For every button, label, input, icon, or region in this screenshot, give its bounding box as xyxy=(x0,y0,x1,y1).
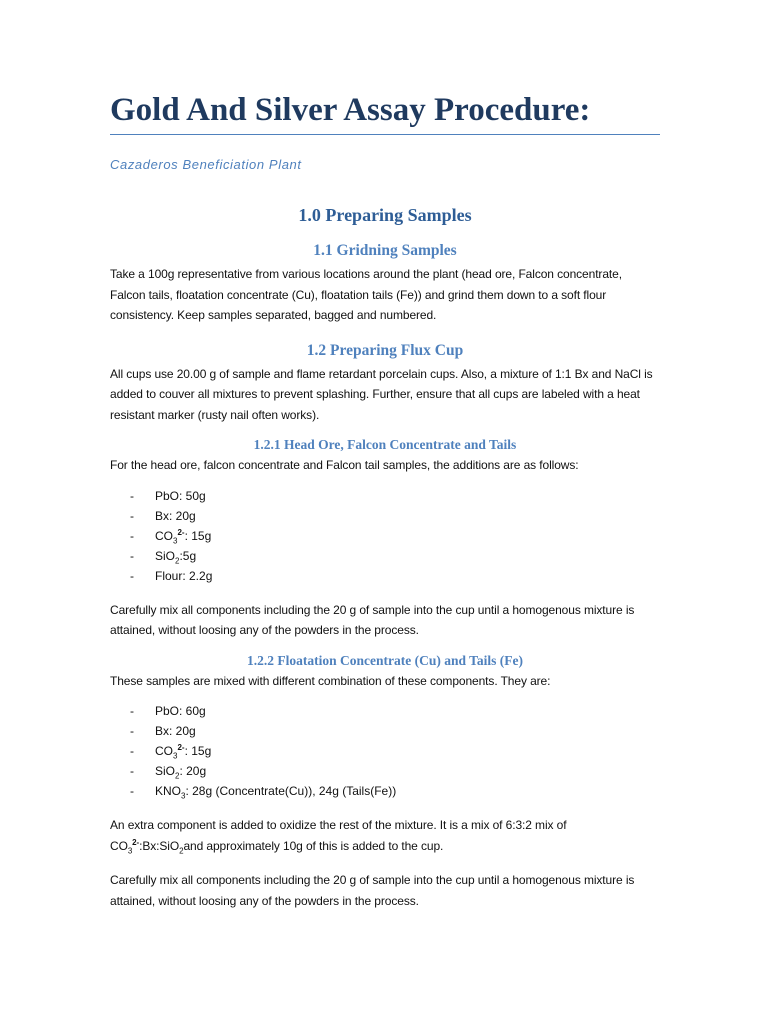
list-item: - SiO$_2$:5g xyxy=(130,548,197,565)
document-page xyxy=(110,90,660,911)
grinding-paragraph: Take a 100g representative from various locations around the plant (head ore, Falcon concentrate, Falcon tails, floatation concentrate (Cu), floatation tails (Fe)) and grind them down to a soft flour consistency. Keep samples separated, bagged and numbered. xyxy=(110,267,622,322)
list-item: - SiO$_2$: 20g xyxy=(130,764,207,781)
floatation-mix-paragraph: Carefully mix all components including the 20 g of sample into the cup until a homogenous mixture is attained, without loosing any of the powders in the process. xyxy=(110,873,635,908)
list-item: - PbO: 50g xyxy=(130,488,206,503)
list-item: - $CO_3^{2-}$: 15g xyxy=(130,743,212,761)
subsubsection-heading-floatation: 1.2.2 Floatation Concentrate (Cu) and Tails (Fe) xyxy=(247,652,523,668)
list-item: - Bx: 20g xyxy=(130,508,196,523)
document-subtitle: Cazaderos Beneficiation Plant xyxy=(110,157,302,172)
section-heading-preparing-samples: 1.0 Preparing Samples xyxy=(298,205,472,225)
list-item: - $CO_3^{2-}$: 15g xyxy=(130,527,212,545)
extra-component-paragraph: An extra component is added to oxidize the rest of the mixture. It is a mix of 6:3:2 mix of $CO_3^{2-}:Bx:SiO_2and$ approximately 10g of this is added to the cup. xyxy=(110,818,567,855)
list-item: - $KNO_3$: 28g (Concentrate(Cu)), 24g (Tails(Fe)) xyxy=(130,784,397,801)
list-item: - Flour: 2.2g xyxy=(130,568,213,583)
floatation-additions-list xyxy=(110,701,660,801)
head-ore-mix-paragraph: Carefully mix all components including the 20 g of sample into the cup until a homogenous mixture is attained, without loosing any of the powders in the process. xyxy=(110,602,635,637)
subsubsection-heading-head-ore: 1.2.1 Head Ore, Falcon Concentrate and Tails xyxy=(253,437,517,452)
list-item: - PbO: 60g xyxy=(130,704,206,718)
subsection-heading-grinding: 1.1 Gridning Samples xyxy=(313,242,457,259)
subsection-heading-flux-cup: 1.2 Preparing Flux Cup xyxy=(306,341,464,359)
flux-cup-paragraph: All cups use 20.00 g of sample and flame retardant porcelain cups. Also, a mixture of 1:1 Bx and NaCl is added to couver all mixtures to prevent splashing. Further, ensure that all cups are labeled with a heat resistant marker (rusty nail often works). xyxy=(110,366,653,422)
list-item: - Bx: 20g xyxy=(130,724,196,738)
head-ore-intro: For the head ore, falcon concentrate and Falcon tail samples, the additions are as follows: xyxy=(110,458,579,472)
floatation-intro: These samples are mixed with different combination of these components. They are: xyxy=(110,673,551,688)
head-ore-additions-list xyxy=(110,486,660,586)
document-title: Gold And Silver Assay Procedure: xyxy=(110,90,660,135)
